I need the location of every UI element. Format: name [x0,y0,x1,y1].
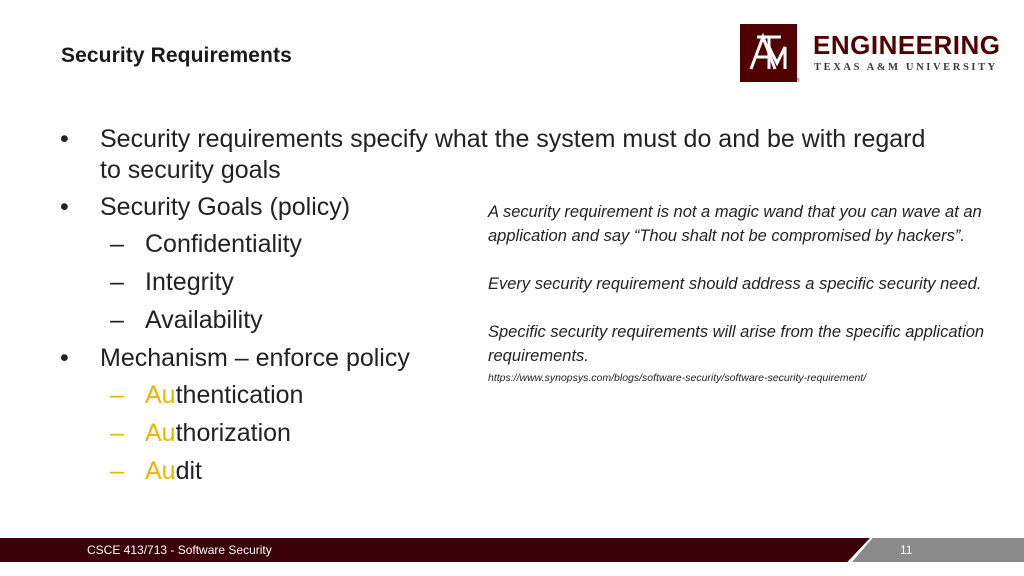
sub-bullet-text: dit [175,457,202,485]
note-paragraph: Specific security requirements will arise from the specific application requirements. [488,323,985,365]
sub-bullet-dash: – [110,230,124,258]
sub-bullet-text: thentication [175,381,304,409]
logo-engineering-text: ENGINEERING [813,30,1001,60]
footer-course-label: CSCE 413/713 - Software Security [87,543,272,557]
highlight-prefix: Au [145,381,176,409]
side-note [488,200,988,385]
page-number: 11 [900,543,913,557]
sub-bullet-text: Confidentiality [145,230,303,258]
bullet-dot: • [60,125,69,153]
sub-bullet-dash: – [110,268,124,296]
bullet-text: Security requirements specify what the system must do and be with regard to security goals [100,125,926,184]
footer-bar [0,538,1024,562]
sub-bullet-dash: – [110,419,124,447]
trademark-mark: ® [796,78,800,84]
sub-bullet-text: Integrity [145,268,234,296]
sub-bullet-dash: – [110,457,124,485]
sub-bullet-text: thorization [175,419,291,447]
highlight-prefix: Au [145,457,176,485]
bullet-text: Mechanism – enforce policy [100,344,410,372]
tamu-engineering-logo [740,24,1010,86]
bullet-dot: • [60,344,69,372]
sub-bullet-text: Availability [145,306,263,334]
highlight-prefix: Au [145,419,176,447]
bullet-dot: • [60,193,69,221]
note-paragraph: Every security requirement should address a specific security need. [488,275,982,293]
source-url: https://www.synopsys.com/blogs/software-security/software-security-requirement/ [488,372,867,384]
footer-page-band [852,538,1024,562]
note-paragraph: A security requirement is not a magic wand that you can wave at an application and say “Thou shalt not be compromised by hackers”. [488,203,982,245]
sub-bullet-dash: – [110,306,124,334]
sub-bullet-dash: – [110,381,124,409]
bullet-text: Security Goals (policy) [100,193,351,221]
bullet-item [60,124,940,186]
atm-logo-icon [740,24,797,82]
sub-bullet-item [60,418,940,449]
sub-bullet-item [60,456,940,487]
slide-title: Security Requirements [61,44,292,67]
logo-university-text: TEXAS A&M UNIVERSITY [814,62,998,73]
